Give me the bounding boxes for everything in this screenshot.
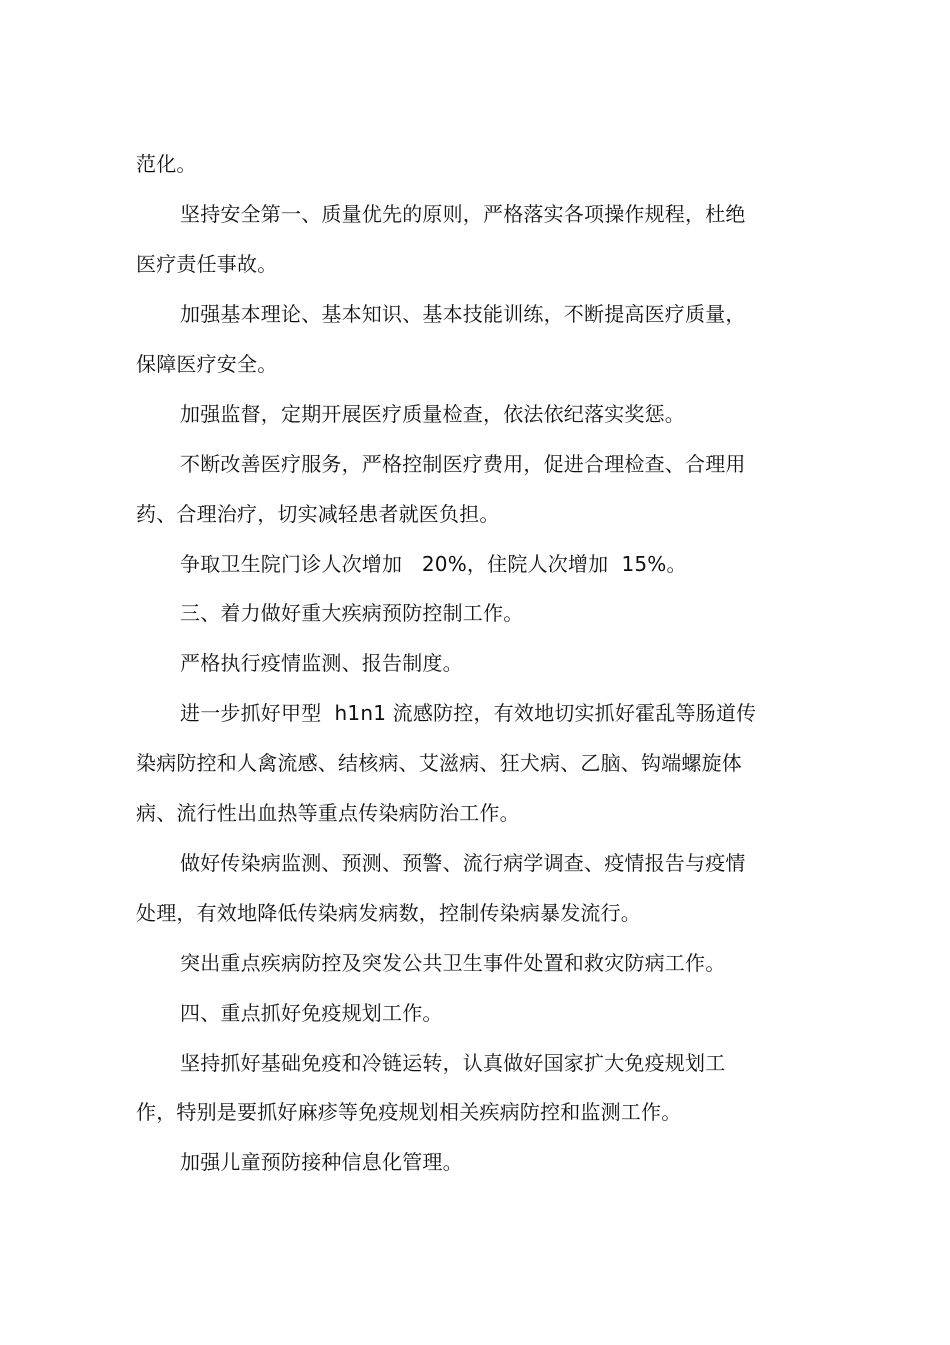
text-line: 药、合理治疗，切实减轻患者就医负担。 [136,502,500,526]
paragraph-text: 进一步抓好甲型 h1n1 流感防控，有效地切实抓好霍乱等肠道传 [180,701,757,725]
paragraph-text: 做好传染病监测、预测、预警、流行病学调查、疫情报告与疫情 [180,851,746,875]
paragraph-text: 加强基本理论、基本知识、基本技能训练，不断提高医疗质量， [180,302,746,326]
paragraph-text: 加强儿童预防接种信息化管理。 [180,1150,463,1174]
text-line: 作，特别是要抓好麻疹等免疫规划相关疾病防控和监测工作。 [136,1100,682,1124]
text-line: 医疗责任事故。 [136,252,278,276]
paragraph-text: 不断改善医疗服务，严格控制医疗费用，促进合理检查、合理用 [180,452,746,476]
text-line: 范化。 [136,152,197,176]
text-line: 处理，有效地降低传染病发病数，控制传染病暴发流行。 [136,901,641,925]
section-heading: 四、重点抓好免疫规划工作。 [180,1001,443,1025]
text-line: 病、流行性出血热等重点传染病防治工作。 [136,801,520,825]
paragraph-text: 加强监督，定期开展医疗质量检查，依法依纪落实奖惩。 [180,402,685,426]
paragraph-text: 坚持安全第一、质量优先的原则，严格落实各项操作规程，杜绝 [180,202,746,226]
text-line: 保障医疗安全。 [136,352,278,376]
paragraph-text: 严格执行疫情监测、报告制度。 [180,651,463,675]
section-heading: 三、着力做好重大疾病预防控制工作。 [180,601,524,625]
paragraph-text: 争取卫生院门诊人次增加 20%，住院人次增加 15%。 [180,552,687,576]
paragraph-text: 坚持抓好基础免疫和冷链运转，认真做好国家扩大免疫规划工 [180,1051,726,1075]
paragraph-text: 突出重点疾病防控及突发公共卫生事件处置和救灾防病工作。 [180,951,726,975]
text-line: 染病防控和人禽流感、结核病、艾滋病、狂犬病、乙脑、钩端螺旋体 [136,751,742,775]
